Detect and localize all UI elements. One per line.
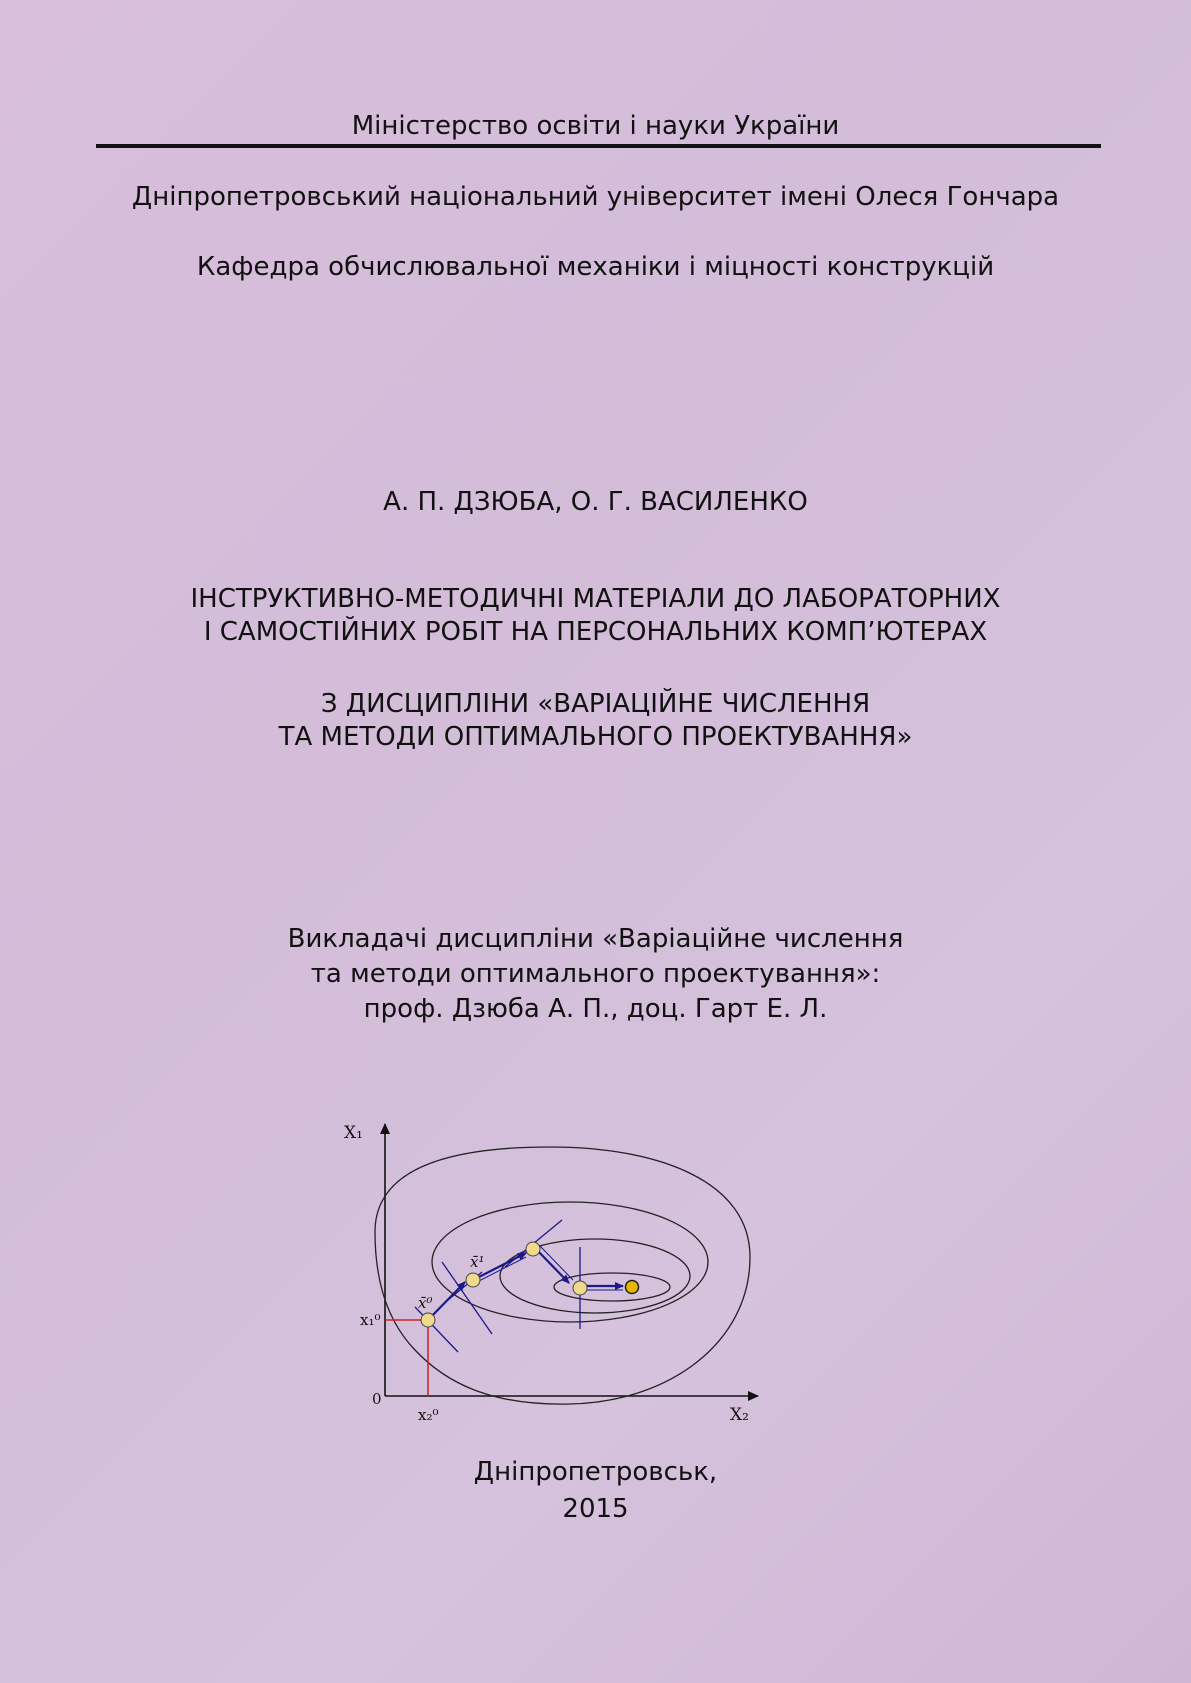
title-line: ТА МЕТОДИ ОПТИМАЛЬНОГО ПРОЕКТУВАННЯ» [278, 722, 913, 752]
step-arrow [535, 1248, 569, 1283]
teachers-line: та методи оптимального проектування»: [310, 959, 881, 989]
university-name: Дніпропетровський національний університет імені Олеся Гончара [131, 182, 1060, 212]
title-line: З ДИСЦИПЛІНИ «ВАРІАЦІЙНЕ ЧИСЛЕННЯ [320, 689, 871, 719]
origin-label: 0 [372, 1390, 382, 1408]
teachers-line: Викладачі дисципліни «Варіаційне числення [287, 924, 904, 954]
optimization-diagram [330, 1112, 790, 1425]
iterate-point [526, 1242, 540, 1256]
document-title [0, 583, 1191, 649]
x1-0-label: x₁⁰ [360, 1311, 381, 1329]
iterate-point [421, 1313, 435, 1327]
optimum-point [626, 1281, 639, 1294]
department-name: Кафедра обчислювальної механіки і міцності конструкцій [196, 252, 995, 282]
iterate-point [573, 1281, 587, 1295]
iterate-point [466, 1273, 480, 1287]
title-line: І САМОСТІЙНИХ РОБІТ НА ПЕРСОНАЛЬНИХ КОМП’ЮТЕРАХ [203, 617, 988, 647]
x2-0-label: x₂⁰ [418, 1406, 439, 1424]
discipline-title [0, 688, 1191, 754]
x1-axis-label: X₁ [344, 1123, 363, 1143]
point-x0-label: x̄⁰ [418, 1294, 433, 1312]
header-rule [96, 144, 1101, 148]
step-arrow [428, 1282, 465, 1320]
publication-year: 2015 [562, 1494, 629, 1524]
step-arrow-shadow [539, 1245, 573, 1280]
teachers-line: проф. Дзюба А. П., доц. Гарт Е. Л. [363, 994, 828, 1024]
publication-city: Дніпропетровськ, [473, 1457, 718, 1487]
title-line: ІНСТРУКТИВНО-МЕТОДИЧНІ МАТЕРІАЛИ ДО ЛАБОРАТОРНИХ [190, 584, 1001, 614]
teachers-block [0, 922, 1191, 1027]
x2-axis-label: X₂ [730, 1405, 749, 1425]
tangent-line [415, 1307, 458, 1352]
point-x1-label: x̄¹ [470, 1253, 485, 1271]
ministry-name: Міністерство освіти і науки України [351, 111, 840, 141]
authors: А. П. ДЗЮБА, О. Г. ВАСИЛЕНКО [383, 487, 808, 517]
